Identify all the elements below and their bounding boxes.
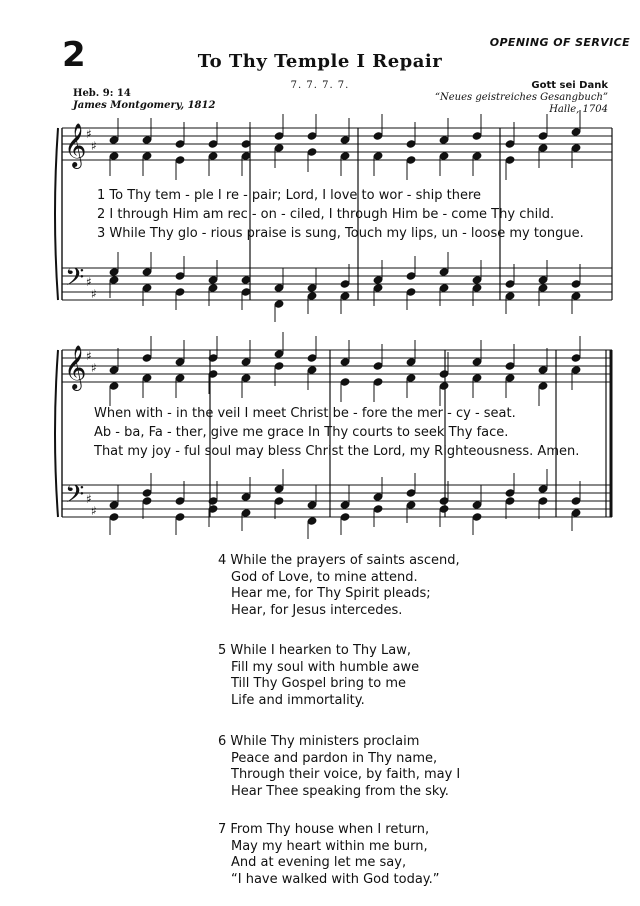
bass-clef-icon: 𝄢 (65, 263, 85, 298)
note-head (373, 132, 383, 140)
note-head (538, 276, 548, 284)
note-head (373, 505, 383, 513)
lyric-line: 2 I through Him am rec - on - ciled, I through Him be - come Thy child. (97, 207, 555, 222)
note-head (571, 292, 581, 300)
note-head (208, 276, 218, 284)
note-head (538, 366, 548, 374)
note-head (274, 132, 284, 140)
lyric-line: 1 To Thy tem - ple I re - pair; Lord, I love to wor - ship there (97, 188, 482, 203)
hymn-number: 2 (62, 35, 86, 75)
note-head (274, 485, 284, 493)
note-head (109, 366, 119, 374)
note-head (175, 513, 185, 521)
note-head (439, 497, 449, 505)
note-head (439, 284, 449, 292)
note-head (538, 132, 548, 140)
system-brace (55, 350, 58, 517)
note-head (472, 284, 482, 292)
note-head (241, 140, 251, 148)
tune-place-year: Halle, 1704 (549, 104, 608, 115)
note-head (439, 382, 449, 390)
note-head (241, 276, 251, 284)
note-head (208, 152, 218, 160)
sharp-icon: ♯ (91, 287, 97, 301)
note-head (175, 374, 185, 382)
note-head (439, 268, 449, 276)
note-head (472, 513, 482, 521)
note-head (241, 358, 251, 366)
note-head (241, 374, 251, 382)
note-head (505, 497, 515, 505)
note-head (307, 132, 317, 140)
note-head (208, 284, 218, 292)
note-head (274, 144, 284, 152)
note-head (307, 284, 317, 292)
stanza (218, 643, 419, 709)
stanza-line: 4 While the prayers of saints ascend, (218, 553, 460, 568)
note-head (406, 140, 416, 148)
note-head (340, 378, 350, 386)
tune-source: “Neues geistreiches Gesangbuch” (434, 92, 608, 103)
note-head (373, 152, 383, 160)
stanza-line: Hear, for Jesus intercedes. (231, 602, 403, 618)
stanza-line: Peace and pardon in Thy name, (231, 750, 438, 766)
stanza-line: May my heart within me burn, (231, 838, 428, 854)
stanza (218, 553, 460, 619)
stanza-line: God of Love, to mine attend. (231, 569, 418, 585)
scripture-reference: Heb. 9: 14 (73, 88, 131, 99)
note-head (109, 382, 119, 390)
stanza-line: Hear me, for Thy Spirit pleads; (231, 586, 431, 601)
note-head (142, 268, 152, 276)
sharp-icon: ♯ (86, 349, 92, 363)
note-head (571, 144, 581, 152)
note-head (538, 382, 548, 390)
note-head (472, 374, 482, 382)
note-head (373, 284, 383, 292)
note-head (406, 374, 416, 382)
note-head (175, 288, 185, 296)
note-head (241, 288, 251, 296)
note-head (340, 292, 350, 300)
note-head (241, 509, 251, 517)
note-head (505, 140, 515, 148)
note-head (373, 276, 383, 284)
stanza-line: Through their voice, by faith, may I (231, 767, 461, 782)
note-head (406, 358, 416, 366)
stanza-line: Life and immortality. (231, 692, 365, 708)
stanza-line: 5 While I hearken to Thy Law, (218, 643, 411, 658)
bass-clef-icon: 𝄢 (65, 480, 85, 515)
stanza-line: Till Thy Gospel bring to me (231, 676, 406, 691)
section-heading: OPENING OF SERVICE (489, 36, 630, 49)
note-head (307, 366, 317, 374)
note-head (472, 276, 482, 284)
note-head (571, 280, 581, 288)
note-head (175, 358, 185, 366)
note-head (142, 489, 152, 497)
note-head (142, 374, 152, 382)
sharp-icon: ♯ (86, 275, 92, 289)
lyric-line: When with - in the veil I meet Christ be - fore the mer - cy - seat. (94, 406, 516, 421)
stanza-line: And at evening let me say, (231, 855, 407, 870)
note-head (109, 136, 119, 144)
note-head (571, 509, 581, 517)
note-head (571, 128, 581, 136)
author: James Montgomery, 1812 (73, 100, 216, 111)
stanza (218, 734, 460, 800)
system-brace (55, 128, 58, 300)
lyric-line: That my joy - ful soul may bless Christ the Lord, my Righteousness. Amen. (94, 444, 580, 459)
note-head (406, 288, 416, 296)
hymn-title: To Thy Temple I Repair (197, 51, 443, 72)
note-head (571, 366, 581, 374)
sharp-icon: ♯ (86, 127, 92, 141)
stanza-line: “I have walked with God today.” (231, 871, 440, 887)
note-head (439, 136, 449, 144)
note-head (109, 501, 119, 509)
note-head (538, 497, 548, 505)
note-head (307, 517, 317, 525)
note-head (406, 272, 416, 280)
note-head (340, 136, 350, 144)
note-head (142, 354, 152, 362)
note-head (175, 497, 185, 505)
note-head (109, 268, 119, 276)
sharp-icon: ♯ (91, 504, 97, 518)
note-head (109, 513, 119, 521)
note-head (340, 280, 350, 288)
meter: 7. 7. 7. 7. (290, 80, 350, 91)
note-head (538, 144, 548, 152)
note-head (175, 156, 185, 164)
note-head (274, 497, 284, 505)
note-head (241, 152, 251, 160)
note-head (505, 489, 515, 497)
note-head (571, 497, 581, 505)
note-head (241, 493, 251, 501)
note-head (472, 358, 482, 366)
note-head (505, 362, 515, 370)
lyric-line: 3 While Thy glo - rious praise is sung, Touch my lips, un - loose my tongue. (97, 226, 584, 241)
note-head (373, 493, 383, 501)
note-head (472, 152, 482, 160)
tune-name: Gott sei Dank (531, 80, 608, 91)
note-head (406, 501, 416, 509)
note-head (439, 505, 449, 513)
note-head (274, 362, 284, 370)
note-head (142, 136, 152, 144)
note-head (505, 292, 515, 300)
note-head (406, 489, 416, 497)
note-head (538, 284, 548, 292)
note-head (307, 354, 317, 362)
note-head (373, 378, 383, 386)
note-head (340, 501, 350, 509)
sharp-icon: ♯ (91, 361, 97, 375)
stanza (218, 822, 440, 888)
note-head (142, 497, 152, 505)
note-head (307, 292, 317, 300)
stanza-line: Fill my soul with humble awe (231, 659, 420, 675)
note-head (307, 148, 317, 156)
note-head (505, 156, 515, 164)
stanza-line: Hear Thee speaking from the sky. (231, 783, 449, 799)
note-head (340, 358, 350, 366)
note-head (274, 300, 284, 308)
note-head (142, 284, 152, 292)
note-head (538, 485, 548, 493)
note-head (373, 362, 383, 370)
sharp-icon: ♯ (91, 139, 97, 153)
note-head (109, 276, 119, 284)
note-head (472, 132, 482, 140)
lyric-line: Ab - ba, Fa - ther, give me grace In Thy courts to seek Thy face. (94, 425, 509, 440)
note-head (406, 156, 416, 164)
note-head (175, 272, 185, 280)
note-head (472, 501, 482, 509)
note-head (274, 350, 284, 358)
stanza-line: 7 From Thy house when I return, (218, 822, 430, 837)
note-head (571, 354, 581, 362)
note-head (439, 370, 449, 378)
note-head (340, 513, 350, 521)
note-head (208, 140, 218, 148)
note-head (505, 374, 515, 382)
note-head (439, 152, 449, 160)
note-head (175, 140, 185, 148)
note-head (307, 501, 317, 509)
note-head (505, 280, 515, 288)
treble-clef-icon: 𝄞 (64, 123, 87, 167)
note-head (274, 284, 284, 292)
note-head (109, 152, 119, 160)
note-head (340, 152, 350, 160)
sharp-icon: ♯ (86, 492, 92, 506)
stanza-line: 6 While Thy ministers proclaim (218, 734, 420, 749)
treble-clef-icon: 𝄞 (64, 345, 87, 389)
note-head (142, 152, 152, 160)
